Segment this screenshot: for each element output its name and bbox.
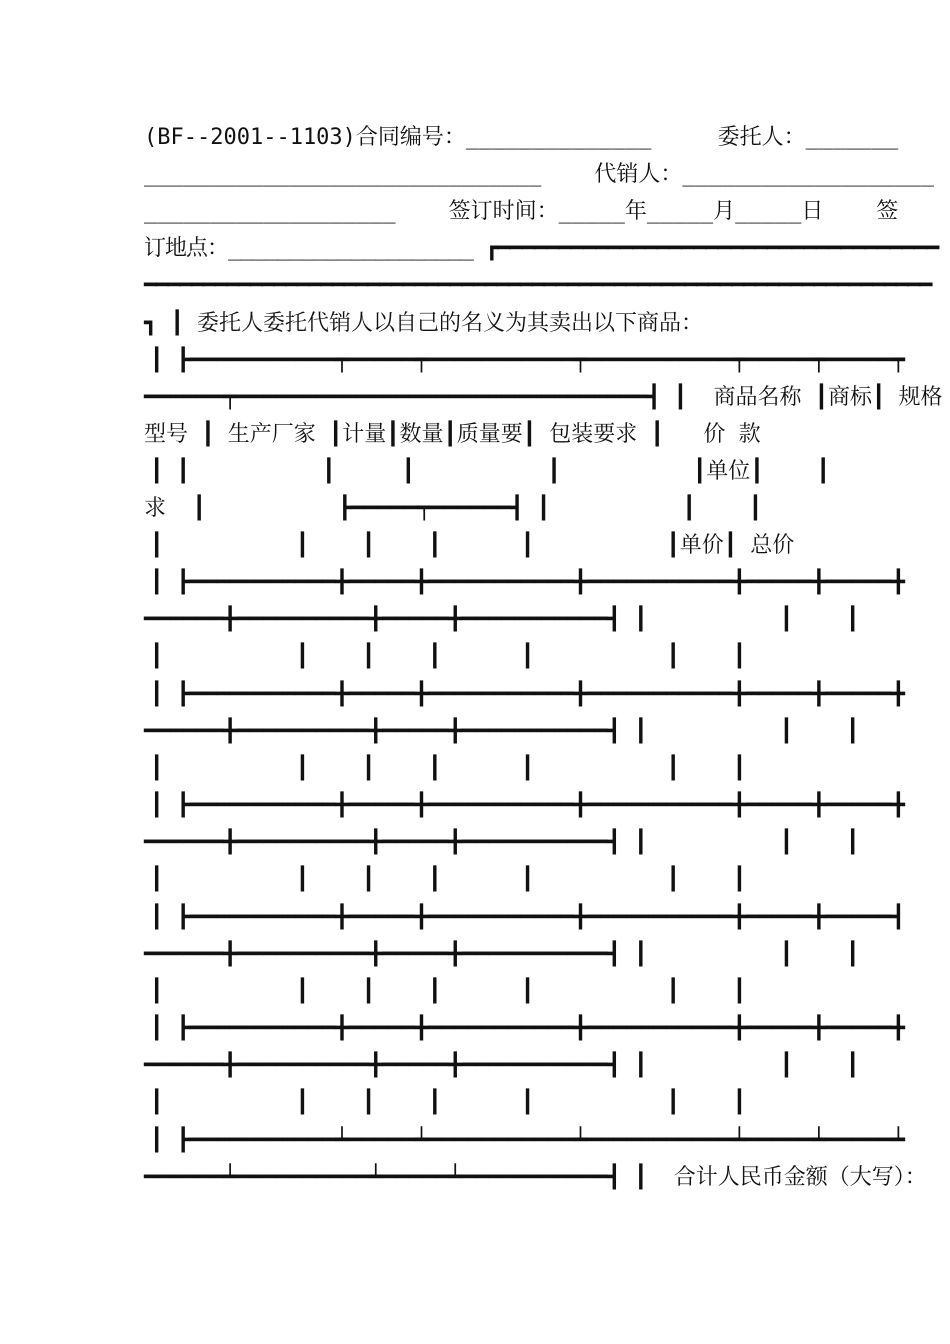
table-row: ━━━━━━╋━━━━━━━━━━╋━━━━━╋━━━━━━━━━━━┫ ┃ ┃ ┃ [144, 1053, 860, 1078]
table-row: ┃ ┃ ┃ ┃ ┃ ┃ ┃ [150, 756, 747, 781]
header-line-1: (BF--2001--1103)合同编号：______________ 委托人：_______ [144, 125, 899, 150]
table-row: ━━━━━━╋━━━━━━━━━━╋━━━━━╋━━━━━━━━━━━┫ ┃ ┃ ┃ [144, 830, 860, 855]
table-row: ┃ ┃ ┃ ┃ ┃ ┃ ┃ [150, 1090, 747, 1115]
table-row: 求 ┃ ┣━━━━━┯━━━━━━┫ ┃ ┃ ┃ [144, 496, 763, 521]
table-row: ━━━━━━┯━━━━━━━━━━━━━━━━━━━━━━━━━━━━━━━┫ ┃ 商品名称 ┃商标┃ 规格 [144, 385, 943, 410]
table-row: ━━━━━━╋━━━━━━━━━━╋━━━━━╋━━━━━━━━━━━┫ ┃ ┃ ┃ [144, 942, 860, 967]
table-row: ┃ ┣━━━━━━━━━━━╋━━━━━╋━━━━━━━━━━━╋━━━━━━━━━━━╋━━━━━╋━━━━━╋ [150, 793, 905, 818]
table-row: 型号 ┃ 生产厂家 ┃计量┃数量┃质量要┃ 包装要求 ┃ 价 款 [144, 422, 761, 447]
table-row: ┃ ┃ ┃ ┃ ┃ ┃ ┃ [150, 979, 747, 1004]
table-row: ┃ ┃ ┃ ┃ ┃ ┃ ┃ [150, 644, 747, 669]
table-row: ┃ ┣━━━━━━━━━━━╋━━━━━╋━━━━━━━━━━━╋━━━━━━━━━━━╋━━━━━╋━━━━━┫ [150, 905, 905, 930]
table-row: ┃ ┃ ┃ ┃ ┃ ┃单位┃ ┃ [150, 459, 830, 484]
table-row: ┃ ┣━━━━━━━━━━━┯━━━━━┯━━━━━━━━━━━┯━━━━━━━━━━━┯━━━━━┯━━━━━┯ [150, 348, 905, 373]
table-row: ┃ ┣━━━━━━━━━━━┷━━━━━┷━━━━━━━━━━━┷━━━━━━━━━━━┷━━━━━┷━━━━━┷ [150, 1128, 905, 1153]
header-line-2: ______________________________ 代销人：___________________ [144, 162, 934, 187]
header-line-3: ___________________ 签订时间：_____年_____月_____日 签 [144, 199, 899, 224]
table-row: ┃ ┣━━━━━━━━━━━╋━━━━━╋━━━━━━━━━━━╋━━━━━━━━━━━╋━━━━━╋━━━━━╋ [150, 570, 905, 595]
table-row: ┃ ┣━━━━━━━━━━━╋━━━━━╋━━━━━━━━━━━╋━━━━━━━━━━━╋━━━━━╋━━━━━╋ [150, 682, 905, 707]
table-row: ┃ ┃ ┃ ┃ ┃ ┃ ┃ [150, 867, 747, 892]
header-line-4: 订地点：____________________ ┏━━━━━━━━━━━━━━━━━━━━━━━━━━━━━━━━━━━━ [144, 236, 939, 261]
table-total-row: ━━━━━━┷━━━━━━━━━━┷━━━━━┷━━━━━━━━━━━┫ ┃ 合计人民币金额（大写）： [144, 1165, 927, 1190]
table-intro: ┓ ┃ 委托人委托代销人以自己的名义为其卖出以下商品： [144, 311, 703, 336]
header-line-5: ━━━━━━━━━━━━━━━━━━━━━━━━━━━━━━━━━━━━━━━━━━━━━━━━━━━━━━━━━━━━━━━━━━━ [144, 273, 931, 298]
table-row: ━━━━━━╋━━━━━━━━━━╋━━━━━╋━━━━━━━━━━━┫ ┃ ┃ ┃ [144, 719, 860, 744]
table-row: ━━━━━━╋━━━━━━━━━━╋━━━━━╋━━━━━━━━━━━┫ ┃ ┃ ┃ [144, 607, 860, 632]
table-row: ┃ ┃ ┃ ┃ ┃ ┃单价┃ 总价 [150, 533, 795, 558]
table-row: ┃ ┣━━━━━━━━━━━╋━━━━━╋━━━━━━━━━━━╋━━━━━━━━━━━╋━━━━━╋━━━━━╋ [150, 1016, 905, 1041]
